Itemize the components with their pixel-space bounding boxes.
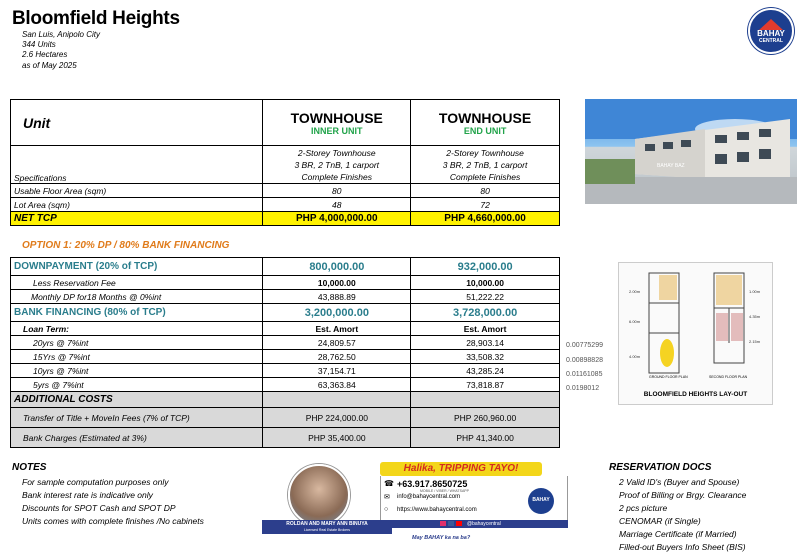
inner-transfer-fee: PHP 224,000.00	[263, 408, 411, 428]
inner-bank-financing: 3,200,000.00	[263, 304, 411, 322]
inner-amort-header: Est. Amort	[263, 322, 411, 336]
note-item: Bank interest rate is indicative only	[22, 490, 153, 500]
additional-costs-label: ADDITIONAL COSTS	[11, 392, 263, 408]
end-reservation-fee: 10,000.00	[411, 276, 560, 290]
inner-bank-charges: PHP 35,400.00	[263, 428, 411, 448]
floor-plan-image	[618, 262, 773, 405]
agents-avatar	[288, 464, 350, 526]
svg-text:2.15m: 2.15m	[749, 339, 761, 344]
social-handle: @bahaycentral	[467, 521, 501, 527]
reservation-item: Filled-out Buyers Info Sheet (BIS)	[619, 542, 746, 552]
rate-factor: 0.0198012	[566, 385, 600, 392]
transfer-title-label: Transfer of Title + MoveIn Fees (7% of TCP)	[11, 408, 263, 428]
end-bank-charges: PHP 41,340.00	[411, 428, 560, 448]
svg-text:4.35m: 4.35m	[749, 314, 761, 319]
inner-net-tcp: PHP 4,000,000.00	[263, 212, 411, 226]
inner-floor-area: 80	[263, 184, 411, 198]
end-amort-header: Est. Amort	[411, 322, 560, 336]
option-title: OPTION 1: 20% DP / 80% BANK FINANCING	[22, 240, 230, 251]
contact-card	[262, 462, 568, 550]
svg-text:4.00m: 4.00m	[629, 354, 641, 359]
card-banner: Halika, TRIPPING TAYO!	[380, 462, 542, 476]
bank-financing-label: BANK FINANCING (80% of TCP)	[11, 304, 263, 322]
inner-spec: 2-Storey Townhouse 3 BR, 2 TnB, 1 carport Complete Finishes	[263, 146, 411, 184]
loan-term-label: Loan Term:	[11, 322, 263, 336]
inner-lot-area: 48	[263, 198, 411, 212]
net-tcp-label: NET TCP	[11, 212, 263, 226]
lot-area-label: Lot Area (sqm)	[11, 198, 263, 212]
instagram-icon	[440, 521, 446, 526]
svg-text:6.00m: 6.00m	[629, 319, 641, 324]
loan-term-row: 5yrs @ 7%int 63,363.84 73,818.87	[11, 378, 560, 392]
globe-icon: ○	[384, 506, 389, 513]
note-item: Discounts for SPOT Cash and SPOT DP	[22, 503, 176, 513]
reservation-item: 2 pcs picture	[619, 503, 668, 513]
end-lot-area: 72	[411, 198, 560, 212]
end-floor-area: 80	[411, 184, 560, 198]
reservation-item: 2 Valid ID's (Buyer and Spouse)	[619, 477, 740, 487]
as-of-text: as of May 2025	[22, 61, 77, 70]
youtube-icon	[456, 521, 462, 526]
downpayment-label: DOWNPAYMENT (20% of TCP)	[11, 258, 263, 276]
phone-icon: ☎	[384, 479, 394, 488]
ground-floor-label: GROUND FLOOR PLAN	[649, 375, 688, 379]
area-text: 2.6 Hectares	[22, 50, 68, 59]
card-logo-icon: BAHAY	[528, 488, 554, 514]
spec-label: Specifications	[11, 146, 263, 184]
inner-downpayment: 800,000.00	[263, 258, 411, 276]
note-item: For sample computation purposes only	[22, 477, 169, 487]
units-text: 344 Units	[22, 40, 56, 49]
townhouse-photo	[585, 99, 797, 204]
bank-charges-label: Bank Charges (Estimated at 3%)	[11, 428, 263, 448]
email-text: info@bahaycentral.com	[397, 494, 461, 500]
email-icon: ✉	[384, 494, 390, 501]
monthly-dp-label: Monthly DP for18 Months @ 0%int	[11, 290, 263, 304]
second-floor-label: SECOND FLOOR PLAN	[709, 375, 748, 379]
phone-sub: MOBILE / VIBER / WHATSAPP	[420, 489, 469, 493]
inner-monthly-dp: 43,888.89	[263, 290, 411, 304]
website-text: https://www.bahaycentral.com	[397, 507, 477, 513]
card-tagline: May BAHAY ka na ba?	[412, 535, 471, 541]
layout-title: BLOOMFIELD HEIGHTS LAY-OUT	[643, 391, 748, 398]
end-transfer-fee: PHP 260,960.00	[411, 408, 560, 428]
reservation-fee-label: Less Reservation Fee	[11, 276, 263, 290]
financing-table	[10, 257, 560, 448]
loan-term-row: 15Yrs @ 7%int 28,762.50 33,508.32	[11, 350, 560, 364]
inner-unit-header: TOWNHOUSE INNER UNIT	[263, 100, 411, 146]
notes-title: NOTES	[12, 462, 47, 473]
logo-line2: CENTRAL	[759, 38, 783, 44]
end-unit-header: TOWNHOUSE END UNIT	[411, 100, 560, 146]
rate-factor: 0.01161085	[566, 371, 603, 378]
reservation-item: Proof of Billing or Brgy. Clearance	[619, 490, 747, 500]
end-monthly-dp: 51,222.22	[411, 290, 560, 304]
reservation-title: RESERVATION DOCS	[609, 462, 712, 473]
reservation-item: CENOMAR (if Single)	[619, 516, 701, 526]
unit-label: Unit	[11, 100, 263, 146]
photo-caption: BAHAY BAZ	[657, 163, 685, 169]
end-spec: 2-Storey Townhouse 3 BR, 2 TnB, 1 carport Complete Finishes	[411, 146, 560, 184]
reservation-item: Marriage Certificate (if Married)	[619, 529, 737, 539]
svg-text:1.00m: 1.00m	[749, 289, 761, 294]
facebook-icon	[448, 521, 454, 526]
svg-text:2.00m: 2.00m	[629, 289, 641, 294]
floor-area-label: Usable Floor Area (sqm)	[11, 184, 263, 198]
agents-name: ROLDAN AND MARY ANN BINUYA Licensed Real Estate Brokers	[262, 520, 392, 534]
rate-factor: 0.00898828	[566, 357, 603, 364]
end-downpayment: 932,000.00	[411, 258, 560, 276]
end-bank-financing: 3,728,000.00	[411, 304, 560, 322]
units-table	[10, 99, 560, 226]
rate-factor: 0.00775299	[566, 342, 603, 349]
loan-term-row: 10yrs @ 7%int 37,154.71 43,285.24	[11, 364, 560, 378]
page-title: Bloomfield Heights	[12, 8, 180, 29]
loan-term-row: 20yrs @ 7%int 24,809.57 28,903.14	[11, 336, 560, 350]
logo-line1: BAHAY	[757, 29, 785, 38]
inner-reservation-fee: 10,000.00	[263, 276, 411, 290]
note-item: Units comes with complete finishes /No cabinets	[22, 516, 204, 526]
location-text: San Luis, Anipolo City	[22, 30, 100, 39]
end-net-tcp: PHP 4,660,000.00	[411, 212, 560, 226]
bahay-central-logo	[748, 8, 794, 54]
phone-number: +63.917.8650725	[397, 479, 468, 489]
